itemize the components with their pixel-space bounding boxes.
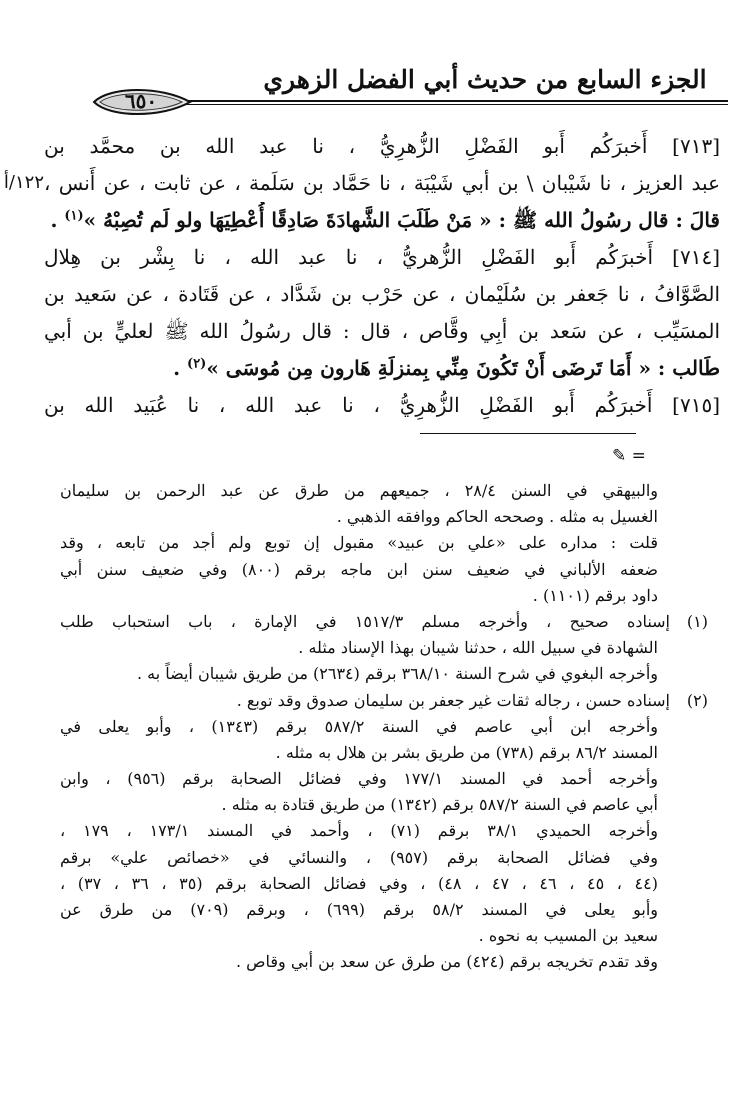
text-line: عبد العزيز ، نا شَيْبان \ بن أبي شَيْبَة ، نا حَمَّاد بن سَلَمة ، عن ثابت ، عن أَنس ، [44, 171, 720, 195]
text-line: الصَّوَّافُ ، نا جَعفر بن سُلَيْمان ، عن حَرْب بن شَدَّاد ، عن قَتَادة ، عن سَعيد بن [44, 282, 720, 306]
page-number: ٦٥٠ [124, 89, 158, 113]
footnote-line: المسند ٨٦/٢ برقم (٧٣٨) من طريق بشر بن هلال به مثله . [275, 742, 658, 762]
footnote-line: وأخرجه الحميدي ٣٨/١ برقم (٧١) ، وأحمد في المسند ١٧٣/١ ، ١٧٩ ، [60, 821, 659, 841]
footnote-line: وأخرجه أحمد في المسند ١٧٧/١ وفي فضائل الصحابة برقم (٩٥٦) ، وابن [60, 769, 659, 789]
running-title: الجزء السابع من حديث أبي الفضل الزهري [263, 65, 707, 94]
footnotes [60, 478, 708, 976]
footnote-separator [420, 433, 636, 434]
text-line: قالَ : قال رسُولُ الله ﷺ : « مَنْ طَلَبَ الشَّهادَةَ صَادِقًا أُعْطِيَهَا ولو لَم تُصِبْهُ »$^{(١)}$ . [50, 208, 720, 232]
manuscript-folio-note: ١٢٢/أ [3, 172, 44, 193]
footnote-line: وأخرجه ابن أبي عاصم في السنة ٥٨٧/٢ برقم (١٣٤٣) ، وأبو يعلى في [60, 716, 658, 736]
page-number-badge [92, 84, 192, 120]
footnote-marker: (٢) [686, 690, 708, 710]
footnote-line: (٤٤ ، ٤٥ ، ٤٦ ، ٤٧ ، ٤٨) ، وفي فضائل الصحابة برقم (٣٥ ، ٣٦ ، ٣٧) ، [60, 873, 658, 893]
footnote-line: ضعفه الألباني في ضعيف سنن ابن ماجه برقم (٨٠٠) وفي ضعيف سنن أبي [60, 559, 658, 579]
footnote-line: وقد تقدم تخريجه برقم (٤٢٤) من طرق عن سعد بن أبي وقاص . [236, 952, 658, 972]
main-text [44, 128, 720, 424]
footnote-line: (٢)إسناده حسن ، رجاله ثقات غير جعفر بن سليمان صدوق وقد توبع . [60, 688, 708, 714]
header-rule [172, 100, 728, 102]
footnote-ref: (١) [64, 208, 84, 224]
footnote-line: وفي فضائل الصحابة برقم (٩٥٧) ، والنسائي في «خصائص علي» برقم [60, 847, 658, 867]
footnote-line: والبيهقي في السنن ٢٨/٤ ، جميعهم من طرق عن عبد الرحمن بن سليمان [60, 481, 658, 500]
text-line: المسَيِّب ، عن سَعد بن أبِي وقَّاص ، قال : قال رسُولُ الله ﷺ لعليٍّ بن أبي [44, 319, 720, 343]
footnote-ref: (٢) [187, 356, 207, 372]
footnote-line: وأخرجه البغوي في شرح السنة ٣٦٨/١٠ برقم (٢٦٣٤) من طريق شيبان أيضاً به . [136, 664, 658, 684]
text-line: [٧١٤] أَخبرَكُم أَبو الفَضْلِ الزُّهريُّ ، نا عبد الله ، نا بِشْر بن هِلال [44, 245, 720, 269]
footnote-line: (١)إسناده صحيح ، وأخرجه مسلم ١٥١٧/٣ في الإمارة ، باب استحباب طلب [60, 609, 708, 635]
text-line: [٧١٥] أَخبرَكُم أَبو الفَضْلِ الزُّهرِيُّ ، نا عبد الله ، نا عُبَيد الله بن [44, 393, 720, 417]
header-rule-thin [172, 104, 728, 105]
footnote-line: داود برقم (١١٠١) . [532, 585, 658, 605]
footnote-line: أبي عاصم في السنة ٥٨٧/٢ برقم (١٣٤٢) من طريق قتادة به مثله . [221, 795, 658, 815]
footnote-marker: (١) [686, 611, 708, 631]
text-line: طَالب : « أَمَا تَرضَى أَنْ تَكُونَ مِنِّي بِمنزلَةِ هَارون مِن مُوسَى »$^{(٢)}$ . [173, 356, 720, 380]
footnote-line: قلت : مداره على «علي بن عبيد» مقبول إن توبع ولم أجد من تابعه ، وقد [60, 533, 658, 553]
page-header [92, 60, 728, 118]
footnote-line: الشهادة في سبيل الله ، حدثنا شيبان بهذا الإسناد مثله . [298, 638, 658, 658]
continuation-mark: = ✎ [612, 446, 646, 466]
footnote-line: سعيد بن المسيب به نحوه . [478, 926, 658, 946]
footnote-line: وأبو يعلى في المسند ٥٨/٢ برقم (٦٩٩) ، وبرقم (٧٠٩) من طرق عن [60, 900, 659, 919]
footnote-line: الغسيل به مثله . وصححه الحاكم ووافقه الذهبي . [336, 507, 658, 527]
text-line: [٧١٣] أَخبرَكُم أَبو الفَضْلِ الزُّهرِيُّ ، نا عبد الله بن محمَّد بن [44, 134, 720, 158]
